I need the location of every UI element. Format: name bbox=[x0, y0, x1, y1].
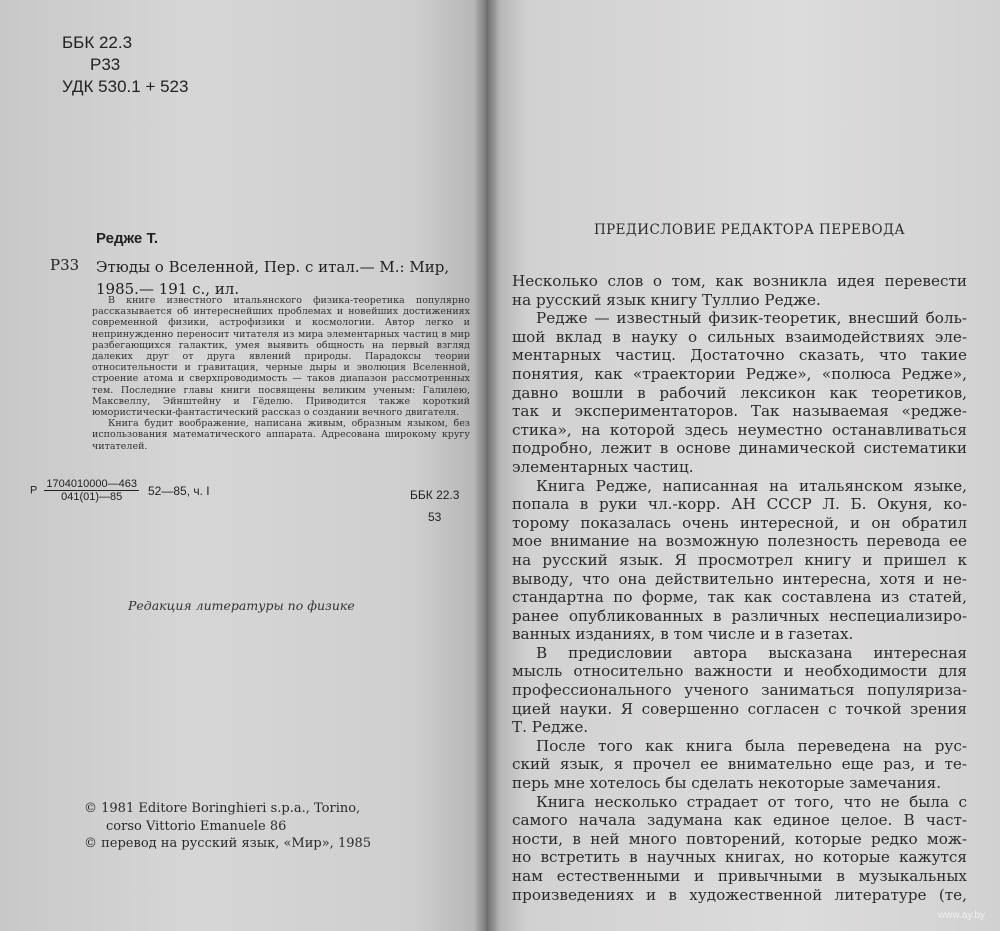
annotation-paragraph-2: Книга будит воображение, написана живым, образным языком, без использования математического аппарата. Адресована широкому кругу читателей. bbox=[92, 418, 470, 452]
preface-line: нам естественными и привычными в музыкальных bbox=[512, 867, 967, 885]
preface-line: так и экспериментаторов. Так называемая «редже- bbox=[512, 402, 967, 421]
preface-line: самого начала задумана как единое целое. В част- bbox=[512, 811, 967, 830]
preface-line: подробно, лежит в основе динамической систематики bbox=[512, 439, 967, 458]
preface-line: мое внимание на возможную полезность перевода ее bbox=[512, 532, 967, 551]
preface-line: профессионального ученого заниматься популяриза- bbox=[512, 681, 967, 700]
preface-line: элементарных частиц. bbox=[512, 457, 694, 476]
preface-line: на русский язык книгу Туллио Редже. bbox=[512, 290, 821, 309]
call-code-top: Р33 bbox=[90, 55, 121, 74]
edition-note: Редакция литературы по физике bbox=[128, 598, 355, 613]
catalog-prefix: Р bbox=[30, 484, 38, 497]
preface-line: выводу, что она действительно интересна, хотя и не- bbox=[512, 569, 967, 588]
preface-line: цией науки. Я совершенно согласен с точкой зрения bbox=[512, 699, 967, 718]
preface-line: перь мне хотелось бы сделать некоторые замечания. bbox=[512, 774, 942, 793]
catalog-denominator: 041(01)—85 bbox=[61, 491, 123, 503]
catalog-index bbox=[30, 478, 210, 503]
preface-line: понятия, как «траектории Редже», «полюса Редже», bbox=[512, 364, 967, 383]
preface-line: После того как книга была переведена на рус- bbox=[536, 736, 967, 755]
preface-line: ванных изданиях, в том числе и в газетах. bbox=[512, 625, 854, 644]
preface-heading: ПРЕДИСЛОВИЕ РЕДАКТОРА ПЕРЕВОДА bbox=[594, 222, 905, 238]
preface-line: но встретить в научных книгах, но которые кажутся bbox=[512, 848, 967, 867]
preface-line: Книга несколько страдает от того, что не была с bbox=[536, 792, 967, 811]
annotation bbox=[92, 295, 470, 452]
bib-pub-line: 1985.— 191 с., ил. bbox=[96, 280, 240, 298]
preface-line: торому показалась очень интересной, и он обратил bbox=[512, 513, 967, 532]
watermark: www.ay.by bbox=[938, 910, 986, 921]
catalog-fraction bbox=[44, 478, 139, 503]
bibliographic-entry bbox=[96, 256, 449, 300]
copyright-original-line1: © 1981 Editore Boringhieri s.p.a., Torino, bbox=[84, 801, 361, 816]
preface-line: ранее опубликованных в различных неспециализиро- bbox=[512, 606, 967, 625]
preface-line: ский язык, я прочел ее внимательно еще раз, и те- bbox=[512, 755, 967, 774]
preface-line: Т. Редже. bbox=[512, 718, 589, 737]
preface-line: ности, в ней много повторений, которые редко мож- bbox=[512, 829, 967, 848]
left-page bbox=[0, 0, 486, 931]
preface-line: В предисловии автора высказана интересная bbox=[536, 643, 967, 662]
author-name: Редже Т. bbox=[96, 230, 159, 247]
bbk-index bbox=[410, 484, 459, 528]
library-codes bbox=[62, 32, 188, 98]
call-code: Р33 bbox=[50, 256, 80, 274]
preface-line: стандартна по форме, так как составлена из статей, bbox=[512, 588, 967, 607]
catalog-numerator: 1704010000—463 bbox=[46, 478, 137, 490]
preface-line: мысль относительно важности и необходимости для bbox=[512, 662, 967, 681]
catalog-suffix: 52—85, ч. I bbox=[148, 483, 210, 498]
preface-line: стика», на которой здесь неуместно останавливаться bbox=[512, 420, 967, 439]
book-gutter bbox=[474, 0, 500, 931]
preface-line: Книга Редже, написанная на итальянском языке, bbox=[536, 476, 967, 495]
preface-line: попала в руки чл.-корр. АН СССР Л. Б. Окуня, ко- bbox=[512, 495, 967, 514]
annotation-paragraph-1: В книге известного итальянского физика-теоретика популярно рассказывается об интереснейших проблемах и новейших достижениях современной физики, астрофизики и космологии. Автор легко и непринужденно переносит читателя из мира элементарных частиц в мир разбегающихся галактик, умея выявить общность на первый взгляд далеких друг от друга явлений природы. Парадоксы теории относительности и гравитация, черные дыры и эволюция Вселенной, строение атома и сверхпроводимость — таков диапазон рассмотренных тем. Последние главы книги посвящены великим ученым: Галилею, Максвеллу, Эйнштейну и Гёделю. Приводится также короткий юмористически-фантастический рассказ о создании вечного двигателя. bbox=[92, 295, 470, 419]
bbk-code-top: ББК 22.3 bbox=[62, 33, 133, 52]
bbk-code-bottom: ББК 22.3 bbox=[410, 488, 460, 502]
preface-line: ментарных частиц. Достаточно сказать, что такие bbox=[512, 346, 967, 365]
preface-line: Редже — известный физик-теоретик, внесший боль- bbox=[536, 309, 967, 328]
bbk-subcode: 53 bbox=[428, 510, 442, 524]
udk-code: УДК 530.1 + 523 bbox=[62, 77, 189, 96]
copyright-original-line2: corso Vittorio Emanuele 86 bbox=[106, 819, 287, 834]
preface-line: Несколько слов о том, как возникла идея перевести bbox=[512, 272, 967, 290]
preface-line: шой вклад в науку о сильных взаимодействиях эле- bbox=[512, 327, 967, 346]
preface-line: давно вошли в рабочий лексикон как теоретиков, bbox=[512, 383, 967, 402]
bib-title-line: Этюды о Вселенной, Пер. с итал.— М.: Мир, bbox=[96, 258, 450, 276]
copyright-translation: © перевод на русский язык, «Мир», 1985 bbox=[84, 836, 372, 851]
copyright-original bbox=[84, 800, 360, 836]
preface-line: произведениях и в художественной литературе (те, bbox=[512, 885, 967, 904]
preface-body bbox=[512, 272, 967, 904]
preface-line: на русский язык. Я просмотрел книгу и пришел к bbox=[512, 550, 967, 569]
